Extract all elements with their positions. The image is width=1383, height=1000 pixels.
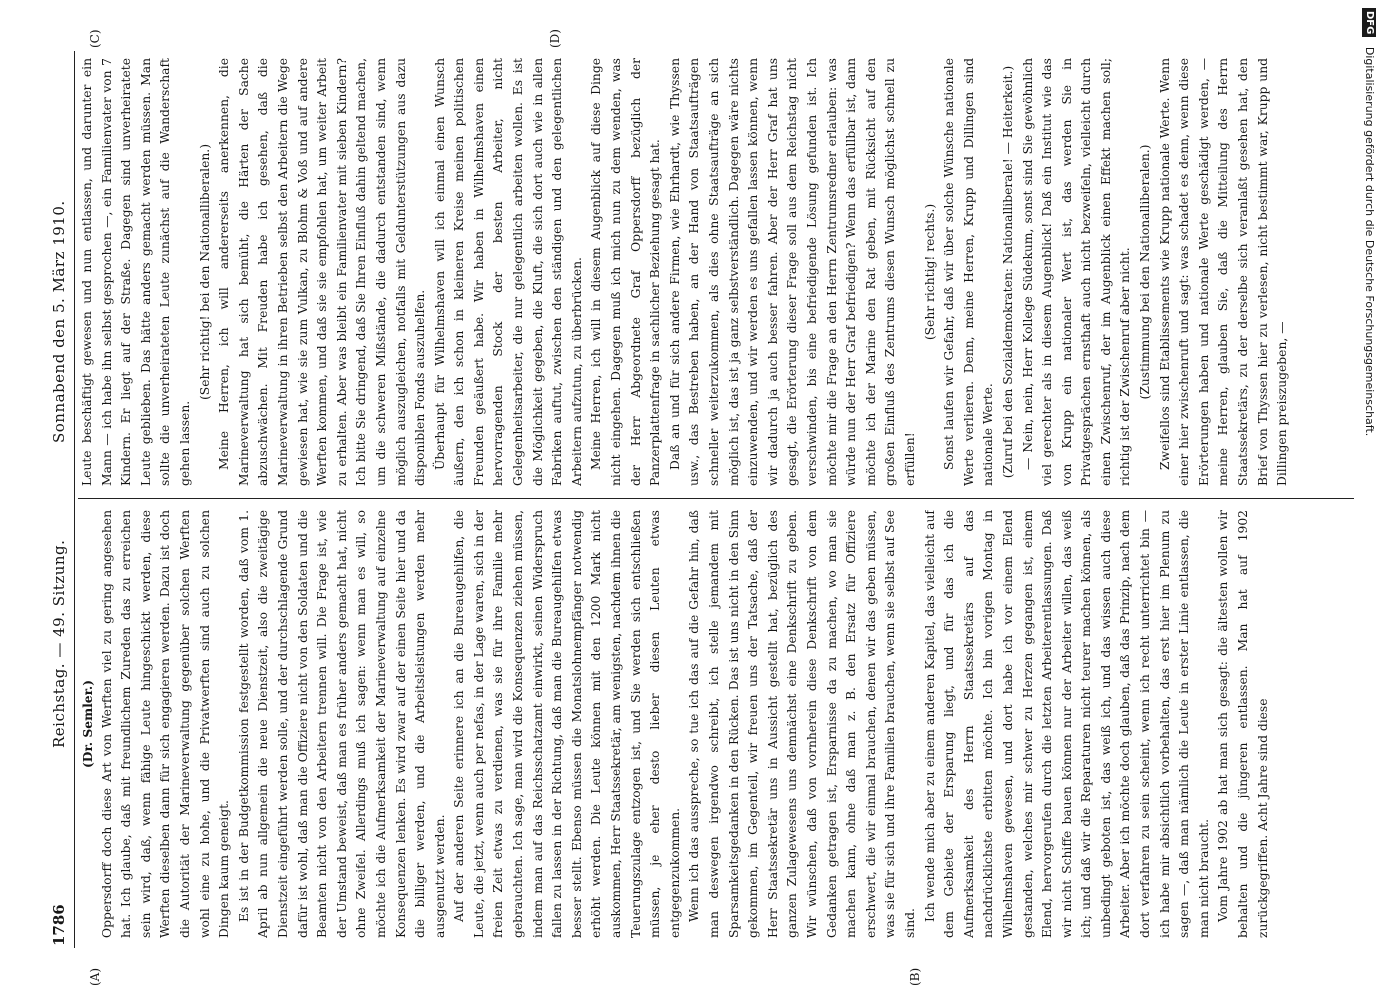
paragraph: Daß an und für sich andere Firmen, wie Ehrhardt, wie Thyssen usw., das Bestreben haben, an der Hand von Staatsaufträgen schneller weiterzukommen, als dies ohne Staatsaufträge an sich möglich ist, das ist ja ganz selbstverständlich. Dagegen wäre nichts einzuwenden, und wir werden es uns gefallen lassen können, wenn wir dadurch ja auch besser fahren. Aber der Herr Graf hat uns gesagt, die Erörterung dieser Frage soll aus dem Reichstag nicht verschwinden, bis eine befriedigende Lösung gefunden ist. Ich möchte mir die Frage an den Herrn Zentrumsredner erlauben: was würde nun der Herr Graf befriedigen? Wenn das erfüllbar ist, dann möchte ich der Marine den Rat geben, mit Rücksicht auf den großen Einfluß des Zentrums diesen Wunsch möglichst schnell zu erfüllen! <box>667 58 917 486</box>
digitization-credit <box>1358 8 1380 992</box>
right-column <box>78 58 1354 486</box>
paragraph: Leute beschäftigt gewesen und nun entlassen, und darunter ein Mann — ich habe ihn selbst gesprochen —, ein Familienvater von 7 Kindern. Er liegt auf der Straße. Dagegen sind unverheiratete Leute geblieben. Das hätte anders gemacht werden müssen. Man sollte die unverheirateten Leute zunächst auf die Wanderschaft gehen lassen. <box>80 58 192 486</box>
paragraph: Zweifellos sind Etablissements wie Krupp nationale Werte. Wenn einer hier zwischenruft und sagt: was schadet es denn, wenn diese Erörterungen haben und nationale Werte geschädigt werden, — meine Herren, glauben Sie, daß die Mitteilung des Herrn Staatssekretärs, zu der derselbe sich veranlaßt gesehen hat, den Brief von Thyssen hier zu verlesen, nicht bestimmt war, Krupp und Dillingen preiszugeben, — <box>1157 58 1290 486</box>
margin-mark-d: (D) <box>548 29 562 48</box>
speaker-label: (Dr. Semler.) <box>80 679 95 769</box>
paragraph: Oppersdorff doch diese Art von Werften viel zu gering angesehen hat. Ich glaube, daß mit freundlichem Zureden das zu erreichen sein wird, daß, wenn fähige Leute hingeschickt werden, diese Werften dieselben dann für sich engagieren werden. Dazu ist doch die Autorität der Marineverwaltung gegenüber solchen Werften wohl eine zu hohe, und die Privatwerften sind auch zu solchen Dingen kaum geneigt. <box>99 510 232 938</box>
column-divider <box>78 498 1354 499</box>
interjection: (Sehr richtig! bei den Nationalliberalen.) <box>197 144 212 401</box>
dfg-logo: DFG <box>1362 8 1376 37</box>
running-head-left: Reichstag. — 49. Sitzung. <box>50 539 68 748</box>
running-head <box>48 51 75 948</box>
paragraph: Es ist in der Budgetkommission festgestellt worden, daß vom 1. April ab nun allgemein die neue Dienstzeit, also die zweitägige Dienstzeit eingeführt werden solle, und der durchschlagende Grund dafür ist wohl, daß man die Offiziere nicht von den Soldaten und die Beamten nicht von den Arbeitern trennen will. Die Frage ist, wie der Umstand beweist, daß man es früher anders gemacht hat, nicht ohne Zweifel. Allerdings muß ich sagen: wenn man es will, so möchte ich die Aufmerksamkeit der Marineverwaltung auf einzelne Konsequenzen lenken. Es wird zwar auf der einen Seite hier und da die billiger werden, und die Arbeitsleistungen werden mehr ausgenutzt werden. <box>236 510 447 938</box>
margin-mark-c: (C) <box>88 29 102 48</box>
paragraph: Sonst laufen wir Gefahr, daß wir über solche Wünsche nationale Werte verlieren. Denn, meine Herren, Krupp und Dillingen sind nationale Werte. <box>942 58 996 486</box>
margin-mark-b: (B) <box>908 967 922 986</box>
credit-text: Digitalisierung gefördert durch die Deutsche Forschungsgemeinschaft. <box>1363 46 1376 437</box>
paragraph: — Nein, nein, Herr Kollege Südekum, sonst sind Sie gewöhnlich viel gerechter als in diesem Augenblick! Daß ein Institut wie das von Krupp ein nationaler Wert ist, das werden Sie in Privatgesprächen ernsthaft auch nicht bezweifeln, vielleicht durch einen Zwischenruf, der im Augenblick einen Effekt machen soll; richtig ist der Zwischenruf aber nicht. <box>1020 58 1133 486</box>
paragraph: Ich wende mich aber zu einem anderen Kapitel, das vielleicht auf dem Gebiete der Ersparung liegt, und für das ich die Aufmerksamkeit des Herrn Staatssekretärs auf das nachdrücklichste erbitten möchte. Ich bin vorigen Montag in Wilhelmshaven gewesen, und dort habe ich vor einem Elend gestanden, welches mir schwer zu Herzen gegangen ist, einem Elend, hervorgerufen durch die letzten Arbeiterentlassungen. Daß wir nicht Schiffe bauen können nur der Arbeiter willen, das weiß ich; und daß wir die Reparaturen nicht teurer machen können, als unbedingt geboten ist, das weiß ich, und das wissen auch diese Arbeiter. Aber ich möchte doch glauben, daß das Prinzip, nach dem dort verfahren zu sein scheint, wenn ich recht unterrichtet bin — ich habe mir absichtlich vorbehalten, das erst hier im Plenum zu sagen —, daß man nämlich die Leute in erster Linie entlassen, die man nicht braucht. <box>922 510 1211 938</box>
interjection: (Sehr richtig! rechts.) <box>922 203 937 341</box>
interjection: (Zustimmung bei den Nationalliberalen.) <box>1138 144 1153 400</box>
paragraph: Auf der anderen Seite erinnere ich an die Bureaugehilfen, die Leute, die jetzt, wenn auch per nefas, in der Lage waren, sich in der freien Zeit etwas zu verdienen, was sie für ihre Familie mehr gebrauchten. Ich sage, man wird die Konsequenzen ziehen müssen, indem man auf das Reichsschatzamt einwirkt, seinen Widerspruch fallen zu lassen in der Richtung, daß man die Bureaugehilfen etwas besser stellt. Ebenso müssen die Monatslohnempfänger notwendig erhöht werden. Die Leute können mit den 1200 Mark nicht auskommen, Herr Staatssekretär, am wenigsten, nachdem ihnen die Teuerungszulage entzogen ist, und Sie werden sich entschließen müssen, je eher desto lieber diesen Leuten etwas entgegenzukommen. <box>452 510 682 938</box>
rotated-page <box>48 29 1358 986</box>
paragraph: Meine Herren, ich will in diesem Augenblick auf diese Dinge nicht eingehen. Dagegen muß ich mich nun zu dem wenden, was der Herr Abgeordnete Graf Oppersdorff bezüglich der Panzerplattenfrage in sachlicher Beziehung gesagt hat. <box>589 58 663 486</box>
page-number: 1786 <box>50 904 68 946</box>
interjection: (Zuruf bei den Sozialdemokraten: Nationalliberale! — Heiterkeit.) <box>1000 65 1015 479</box>
running-head-right: Sonnabend den 5. März 1910. <box>50 200 68 443</box>
paragraph: Überhaupt für Wilhelmshaven will ich einmal einen Wunsch äußern, den ich schon in kleineren Kreise meinen politischen Freunden geäußert habe. Wir haben in Wilhelmshaven einen hervorragenden Stock der besten Arbeiter, nicht Gelegenheitsarbeiter, die nur gelegentlich arbeiten wollen. Es ist die Möglichkeit gegeben, die Kluft, die sich dort auch wie in allen Fabriken auftut, zwischen den ständigen und den gelegentlichen Arbeitern aufzutun, zu überbrücken. <box>432 58 584 486</box>
margin-mark-a: (A) <box>88 967 102 986</box>
left-column <box>78 510 1354 938</box>
paragraph: Meine Herren, ich will andererseits anerkennen, die Marineverwaltung hat sich bemüht, die Härten der Sache abzuschwächen. Mit Freuden habe ich gesehen, daß die Marineverwaltung in ihren Betrieben selbst den Arbeitern die Wege gewiesen hat, wie sie zum Vulkan, zu Blohm & Voß und auf andere Werften kommen, und daß sie sie empfohlen hat, um weiter Arbeit zu erhalten. Aber was bleibt ein Familienvater mit sieben Kindern? Ich bitte Sie dringend, daß Sie Ihren Einfluß dahin geltend machen, um die schweren Mißstände, die dadurch entstanden sind, wenn möglich auszugleichen, notfalls mit Geldunterstützungen aus dazu disponiblen Fonds auszuhelfen. <box>217 58 428 486</box>
paragraph: Vom Jahre 1902 ab hat man sich gesagt: die ältesten wollen wir behalten und die jüngeren entlassen. Man hat auf 1902 zurückgegriffen. Acht Jahre sind diese <box>1216 510 1270 938</box>
paragraph: Wenn ich das ausspreche, so tue ich das auf die Gefahr hin, daß man deswegen irgendwo schreibt, ich stelle jemandem mit Sparsamkeitsgedanken in den Rücken. Das ist uns nicht in den Sinn gekommen, im Gegenteil, wir freuen uns der Tatsache, daß der Herr Staatssekretär uns in Aussicht gestellt hat, bezüglich des ganzen Zulagewesens uns demnächst eine Denkschrift zu geben. Wir wünschen, daß von vornherein diese Denkschrift von dem Gedanken getragen ist, Ersparnisse da zu machen, wo man sie machen kann, ohne daß man z. B. den Ersatz für Offiziere erschwert, die wir einmal brauchen, denen wir das geben müssen, was sie für sich und ihre Familien brauchen, wenn sie selbst auf See sind. <box>687 510 917 938</box>
